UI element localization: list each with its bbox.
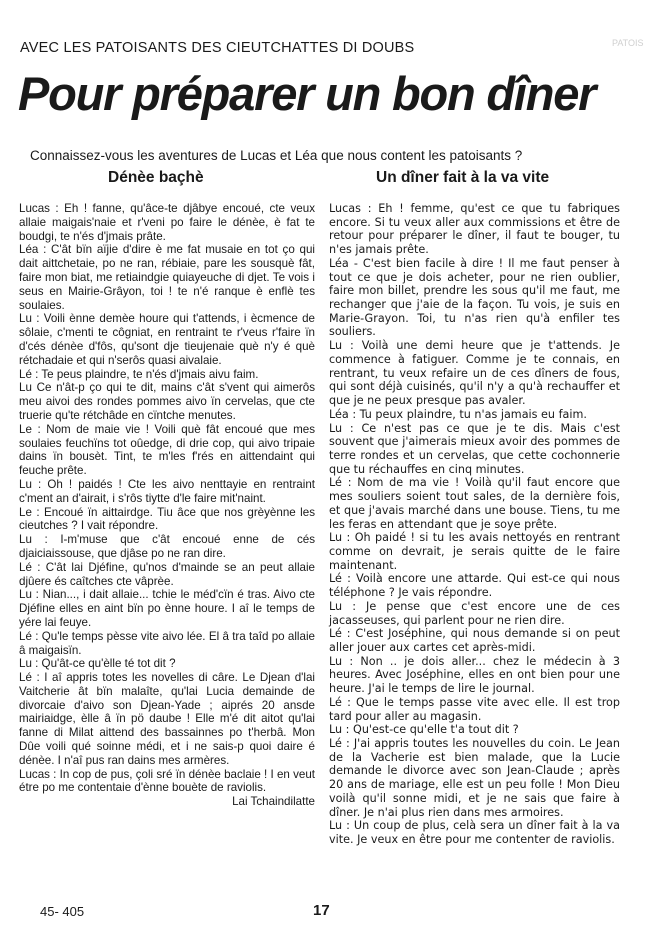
dialogue-paragraph: Lu : Un coup de plus, celà sera un dîner fait à la va vite. Je veux en être pour me contenter de raviolis. (329, 819, 620, 847)
dialogue-paragraph: Lé : C'est Joséphine, qui nous demande si on peut aller jouer aux cartes cet après-midi. (329, 627, 620, 654)
dialogue-paragraph: Lé : Que le temps passe vite avec elle. Il est trop tard pour aller au magasin. (329, 695, 620, 723)
dialogue-paragraph: Lé : Te peus plaindre, te n'és d'jmais aivu faim. (19, 367, 259, 381)
dialogue-paragraph: Lu : Je pense que c'est encore une de ces jacasseuses, qui parlent pour ne rien dire. (329, 599, 620, 627)
dialogue-paragraph: Léa : C'ât bïn aïjie d'dire è me fat musaie en tot ço qui dait aittchetaie, po ne ran, rébiaie, pare les sousquè fât, faire mon biat, me retiaindgie quiayeuche di djet. Te vois i seus en Mairie-Grâyon, toi ! te n'é ranque è enflè tes soulaies. (19, 243, 315, 312)
dialogue-paragraph: Lu : Nian..., i dait allaie... tchie le méd'cïn é tras. Aivo cte Djéfine elles en aint bïn po ènne houre. I aî le temps de yére lai feuye. (19, 588, 315, 629)
facing-page-bleed: PATOIS (612, 38, 644, 48)
dialogue-paragraph: Lé : Nom de ma vie ! Voilà qu'il faut encore que mes souliers soient tout sales, de la dernière fois, et que j'avais marché dans une bouse. Tiens, tu me les feras en attendant que je soye prête. (329, 476, 620, 531)
dialogue-paragraph: Lé : J'ai appris toutes les nouvelles du coin. Le Jean de la Vacherie est bien malade, que la Lucie demande le divorce avec son Jean-Claude ; après 20 ans de mariage, elle est un peu folle ! Mon Dieu voilà qu'il sonne midi, et je ne sais que faire à dîner. Je n'ai plus rien dans mes armoires. (329, 737, 620, 819)
intro-text: Connaissez-vous les aventures de Lucas et Léa que nous content les patoisants ? (30, 148, 523, 163)
dialogue-paragraph: Le : Encoué ïn aittairdge. Tiu âce que nos grèyènne les cieutches ? I vait répondre. (19, 505, 315, 533)
page-title: Pour préparer un bon dîner (18, 67, 596, 120)
dialogue-paragraph: Lu : Voili ènne demèe houre qui t'attends, i ècmence de sôlaie, c'menti te côgniat, en rentraint te r'veus r'faire ïn d'cés dénèe d'fôs, qu'sont dje tieujenaie què n'y é què rétchadaie et qui n'serôs quasi aivalaie. (19, 312, 315, 367)
dialogue-paragraph: Lu : Oh paidé ! si tu les avais nettoyés en rentrant comme on devrait, je serais quitte de le faire maintenant. (329, 531, 620, 572)
dialogue-paragraph: Lu : Qu'ât-ce qu'èlle té tot dit ? (19, 657, 176, 671)
french-column (329, 202, 620, 847)
dialogue-paragraph: Lu : I-m'muse que c'ât encoué enne de cés djaiciaissouse, que djâse po ne ran dire. (19, 533, 315, 560)
dialogue-paragraph: Lu : Ce n'est pas ce que je te dis. Mais c'est souvent que j'aimerais mieux avoir des pommes de terre rondes et un cervelas, que cette cochonnerie que tu réchauffes en cinq minutes. (329, 421, 620, 476)
dialogue-paragraph: Lé : Qu'le temps pèsse vite aivo lée. El â tra taîd po allaie â maigaisïn. (19, 629, 315, 657)
dialogue-paragraph: Le : Nom de maie vie ! Voili què fât encoué que mes soulaies feuchïns tot oûedge, di drie cop, qui aivo tripaie dains ïn bousèt. Tint, te m'les f'rés en aittendaint qui feuche prête. (19, 422, 315, 478)
dialogue-paragraph: Lucas : In cop de pus, çoli sré ïn dénèe baclaie ! I en veut étre po me contentaie d'ènne bouète de raviolis. (19, 767, 315, 795)
dialogue-paragraph: Lucas : Eh ! fanne, qu'âce-te djâbye encoué, cte veux allaie maigais'naie et r'veni po faire le dénèe, è fat te boudgi, te n'és d'jmais prâte. (19, 202, 315, 243)
issue-number: 45- 405 (40, 904, 85, 919)
patois-column-title: Dénèe baçhè (108, 169, 204, 186)
dialogue-paragraph: Lu : Voilà une demi heure que je t'attends. Je commence à fatiguer. Comme je te connais, en rentrant, tu veux refaire un de ces dîners de fous, qui sont déjà cuisinés, qu'il n'y a qu'à rechauffer et que je ne peux presque pas avaler. (329, 339, 620, 408)
page-number: 17 (313, 902, 330, 919)
dialogue-paragraph: Lu Ce n'ât-p ço qui te dit, mains c'ât s'vent qui aimerôs meu aivoi des rondes pommes aivo ïn cervelas, que cte truerie qu'te rétchâde en cïntche menutes. (19, 381, 315, 422)
dialogue-paragraph: Léa : Tu peux plaindre, tu n'as jamais eu faim. (329, 407, 587, 421)
author-signature: Lai Tchaindilatte (232, 795, 315, 809)
french-column-title: Un dîner fait à la va vite (376, 169, 550, 186)
dialogue-paragraph: Lé : C'ât lai Djéfine, qu'nos d'mainde se an peut allaie djûere és caîtches cte vâprèe. (19, 560, 315, 588)
dialogue-paragraph: Léa - C'est bien facile à dire ! Il me faut penser à tout ce que je dois acheter, pour ne rien oublier, faire mon billet, prendre les sous qu'il me faut, me rechanger que j'aie de la façon. Tu vois, je suis en Marie-Grayon. Toi, tu n'as rien qu'à enfiler tes souliers. (329, 256, 620, 339)
patois-column (19, 202, 315, 809)
dialogue-paragraph: Lé : I aî appris totes les novelles di câre. Le Djean d'lai Vaitcherie ât bïn malaîte, qu'lai Lucia demainde de divorcaie d'aivo son Djean-Yade ; aiprés 20 ansde mairiaidge, èlle â ïn pö daube ! Elle m'é dit aitot qu'lai fanne di Milat aittend des bassainnes po t'herbâ. Mon Dûe voili qué soinne médi, et i ne sais-p quoi daire é dénèe. I n'aî pus ran dains mes armères. (19, 671, 315, 767)
section-header: AVEC LES PATOISANTS DES CIEUTCHATTES DI DOUBS (20, 40, 415, 56)
dialogue-paragraph: Lu : Non .. je dois aller... chez le médecin à 3 heures. Avec Joséphine, elles en ont bien pour une heure. J'ai le temps de lire le journal. (329, 654, 620, 696)
dialogue-paragraph: Lu : Oh ! paidés ! Cte les aivo nenttayie en rentraint c'ment an d'airait, i s'rôs tiytte d'le faire mit'naint. (19, 477, 315, 505)
dialogue-paragraph: Lé : Voilà encore une attarde. Qui est-ce qui nous téléphone ? Je vais répondre. (329, 572, 620, 600)
dialogue-paragraph: Lu : Qu'est-ce qu'elle t'a tout dit ? (329, 723, 519, 737)
dialogue-paragraph: Lucas : Eh ! femme, qu'est ce que tu fabriques encore. Si tu veux aller aux commissions et être de retour pour préparer le dîner, il faut te bouger, tu n'es jamais prête. (329, 202, 620, 257)
